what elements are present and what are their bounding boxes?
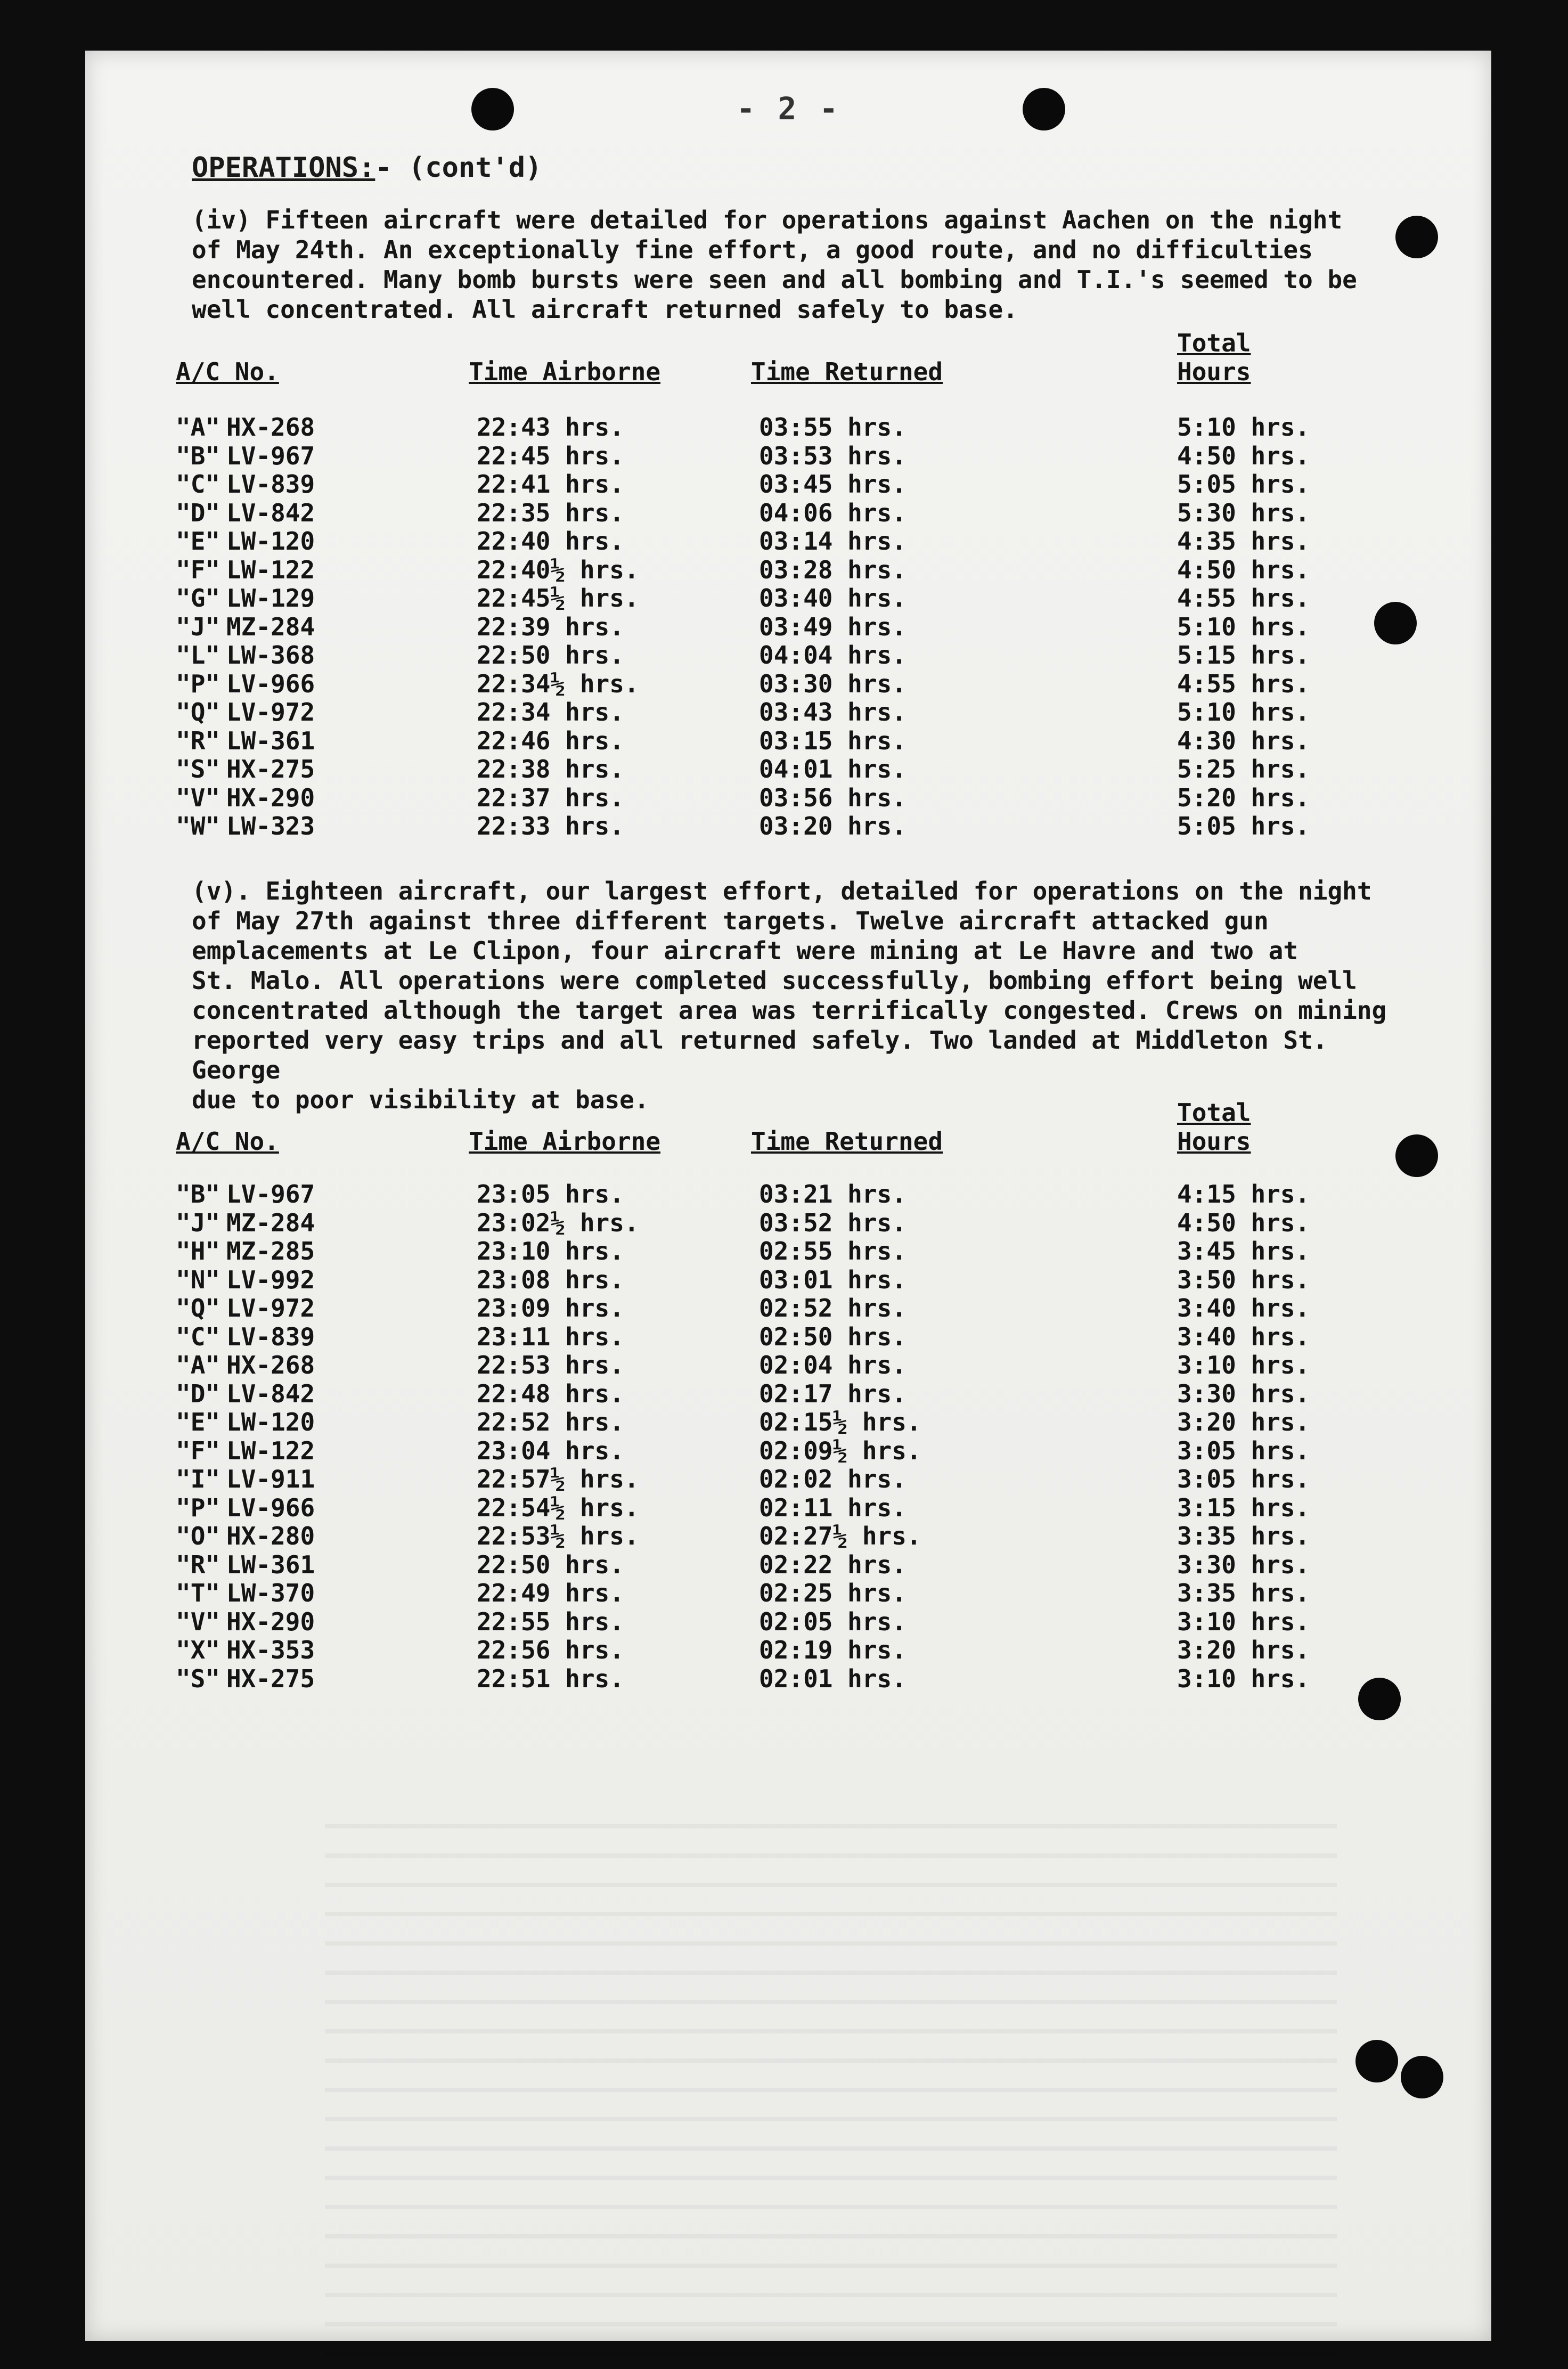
time-airborne: 22:38 hrs. (477, 755, 624, 783)
total-hours: 3:30 hrs. (1177, 1550, 1310, 1579)
table-row (176, 698, 1401, 726)
aircraft-serial: LW-120 (226, 527, 315, 556)
time-airborne: 22:39 hrs. (477, 612, 624, 641)
total-hours: 4:35 hrs. (1177, 527, 1310, 556)
aircraft-serial: HX-268 (226, 413, 315, 442)
table-row (176, 641, 1401, 669)
time-airborne: 22:49 hrs. (477, 1579, 624, 1607)
section-suffix: - (cont'd) (375, 152, 542, 184)
time-returned: 03:20 hrs. (759, 812, 907, 840)
aircraft-serial: LV-972 (226, 1294, 315, 1322)
paragraph-iv: (iv) Fifteen aircraft were detailed for operations against Aachen on the night of May 24th. An exceptionally fine effort, a good route, and no difficulties encountered. Many bomb bursts were seen and all bombing and T.I.'s seemed to be well concentrated. All aircraft returned safely to base. (192, 206, 1357, 324)
aircraft-letter: "I" (176, 1465, 220, 1493)
table-row (176, 1550, 1401, 1579)
time-returned: 02:01 hrs. (759, 1664, 907, 1693)
time-airborne: 22:34 hrs. (477, 698, 624, 726)
time-airborne: 23:08 hrs. (477, 1265, 624, 1294)
aircraft-serial: LW-370 (226, 1579, 315, 1607)
time-airborne: 23:09 hrs. (477, 1294, 624, 1322)
header-total-label: Total (1177, 329, 1251, 357)
table-row (176, 1579, 1401, 1607)
header-total-hours (1177, 1098, 1251, 1156)
table-row (176, 812, 1401, 840)
time-returned: 03:49 hrs. (759, 612, 907, 641)
aircraft-letter: "J" (176, 612, 220, 641)
header-ac-no: A/C No. (176, 357, 279, 386)
section-heading (192, 152, 542, 184)
table-row (176, 1465, 1401, 1493)
total-hours: 4:50 hrs. (1177, 1208, 1310, 1237)
aircraft-letter: "S" (176, 755, 220, 783)
punch-hole (1023, 88, 1065, 130)
table-row (176, 1607, 1401, 1636)
total-hours: 3:05 hrs. (1177, 1465, 1310, 1493)
table-body (176, 1180, 1401, 1693)
aircraft-letter: "R" (176, 1550, 220, 1579)
aircraft-letter: "A" (176, 1351, 220, 1379)
time-airborne: 22:46 hrs. (477, 726, 624, 755)
aircraft-serial: LV-842 (226, 1379, 315, 1408)
time-airborne: 23:05 hrs. (477, 1180, 624, 1208)
time-returned: 02:17 hrs. (759, 1379, 907, 1408)
total-hours: 4:55 hrs. (1177, 584, 1310, 612)
time-returned: 03:56 hrs. (759, 783, 907, 812)
time-airborne: 22:34½ hrs. (477, 669, 639, 698)
time-airborne: 22:50 hrs. (477, 1550, 624, 1579)
aircraft-serial: LV-972 (226, 698, 315, 726)
time-returned: 03:30 hrs. (759, 669, 907, 698)
time-returned: 04:01 hrs. (759, 755, 907, 783)
time-returned: 03:15 hrs. (759, 726, 907, 755)
table-row (176, 1208, 1401, 1237)
time-airborne: 22:50 hrs. (477, 641, 624, 669)
table-row (176, 527, 1401, 556)
table-row (176, 413, 1401, 442)
bleed-through-text (325, 1824, 1337, 2357)
aircraft-serial: HX-275 (226, 1664, 315, 1693)
section-title: OPERATIONS: (192, 152, 375, 184)
punch-hole (1374, 602, 1417, 644)
time-returned: 03:52 hrs. (759, 1208, 907, 1237)
total-hours: 5:10 hrs. (1177, 612, 1310, 641)
aircraft-letter: "A" (176, 413, 220, 442)
table-row (176, 1664, 1401, 1693)
table-row (176, 1351, 1401, 1379)
aircraft-letter: "J" (176, 1208, 220, 1237)
table-row (176, 1322, 1401, 1351)
table-row (176, 726, 1401, 755)
time-returned: 04:06 hrs. (759, 498, 907, 527)
aircraft-letter: "T" (176, 1579, 220, 1607)
aircraft-letter: "B" (176, 1180, 220, 1208)
time-airborne: 22:48 hrs. (477, 1379, 624, 1408)
total-hours: 4:15 hrs. (1177, 1180, 1310, 1208)
total-hours: 3:40 hrs. (1177, 1322, 1310, 1351)
table-row (176, 1294, 1401, 1322)
punch-hole (1395, 216, 1438, 258)
total-hours: 5:15 hrs. (1177, 641, 1310, 669)
total-hours: 4:50 hrs. (1177, 555, 1310, 584)
aircraft-serial: LW-122 (226, 1436, 315, 1465)
aircraft-serial: HX-353 (226, 1636, 315, 1664)
aircraft-letter: "F" (176, 1436, 220, 1465)
table-header (176, 325, 1401, 386)
header-time-airborne: Time Airborne (469, 1127, 661, 1156)
time-airborne: 22:56 hrs. (477, 1636, 624, 1664)
time-returned: 02:15½ hrs. (759, 1408, 921, 1436)
aircraft-serial: LV-966 (226, 669, 315, 698)
total-hours: 3:35 hrs. (1177, 1579, 1310, 1607)
time-returned: 02:27½ hrs. (759, 1522, 921, 1550)
document-page (85, 51, 1491, 2341)
aircraft-letter: "X" (176, 1636, 220, 1664)
table-row (176, 783, 1401, 812)
time-returned: 02:04 hrs. (759, 1351, 907, 1379)
header-ac-no: A/C No. (176, 1127, 279, 1156)
table-row (176, 1237, 1401, 1265)
aircraft-letter: "G" (176, 584, 220, 612)
total-hours: 5:30 hrs. (1177, 498, 1310, 527)
time-airborne: 22:35 hrs. (477, 498, 624, 527)
paragraph-v: (v). Eighteen aircraft, our largest effort, detailed for operations on the night of May 27th against three different targets. Twelve aircraft attacked gun emplacements at Le Clipon, four aircraft were mining at Le Havre and two at St. Malo. All operations were completed successfully, bombing effort being well concentrated although the target area was terrifically congested. Crews on mining reported very easy trips and all returned safely. Two landed at Middleton St. George due to poor visibility at base. (192, 877, 1387, 1114)
aircraft-serial: LW-368 (226, 641, 315, 669)
aircraft-serial: LV-967 (226, 1180, 315, 1208)
total-hours: 5:10 hrs. (1177, 698, 1310, 726)
table-v (176, 1094, 1401, 1693)
aircraft-serial: LV-966 (226, 1493, 315, 1522)
table-row (176, 442, 1401, 470)
aircraft-letter: "Q" (176, 698, 220, 726)
time-airborne: 22:52 hrs. (477, 1408, 624, 1436)
aircraft-serial: HX-290 (226, 783, 315, 812)
time-returned: 03:40 hrs. (759, 584, 907, 612)
aircraft-letter: "E" (176, 1408, 220, 1436)
punch-hole (1355, 2040, 1398, 2082)
aircraft-letter: "C" (176, 1322, 220, 1351)
total-hours: 3:10 hrs. (1177, 1607, 1310, 1636)
time-airborne: 22:53½ hrs. (477, 1522, 639, 1550)
time-returned: 02:09½ hrs. (759, 1436, 921, 1465)
total-hours: 5:20 hrs. (1177, 783, 1310, 812)
total-hours: 3:35 hrs. (1177, 1522, 1310, 1550)
table-row (176, 1493, 1401, 1522)
aircraft-serial: MZ-285 (226, 1237, 315, 1265)
table-row (176, 499, 1401, 527)
time-airborne: 22:33 hrs. (477, 812, 624, 840)
time-airborne: 22:40 hrs. (477, 527, 624, 556)
aircraft-serial: MZ-284 (226, 612, 315, 641)
time-returned: 02:22 hrs. (759, 1550, 907, 1579)
time-airborne: 22:43 hrs. (477, 413, 624, 442)
table-header (176, 1094, 1401, 1156)
punch-hole (1401, 2056, 1443, 2098)
time-airborne: 22:40½ hrs. (477, 555, 639, 584)
total-hours: 4:50 hrs. (1177, 441, 1310, 470)
aircraft-serial: LW-323 (226, 812, 315, 840)
time-returned: 03:01 hrs. (759, 1265, 907, 1294)
aircraft-serial: LV-911 (226, 1465, 315, 1493)
time-airborne: 22:37 hrs. (477, 783, 624, 812)
aircraft-letter: "D" (176, 498, 220, 527)
aircraft-serial: HX-290 (226, 1607, 315, 1636)
aircraft-serial: LW-361 (226, 726, 315, 755)
time-airborne: 22:45 hrs. (477, 441, 624, 470)
aircraft-letter: "P" (176, 1493, 220, 1522)
header-hours-label: Hours (1177, 357, 1251, 386)
time-returned: 02:55 hrs. (759, 1237, 907, 1265)
aircraft-letter: "S" (176, 1664, 220, 1693)
aircraft-letter: "V" (176, 1607, 220, 1636)
aircraft-serial: LV-839 (226, 1322, 315, 1351)
time-airborne: 22:57½ hrs. (477, 1465, 639, 1493)
total-hours: 4:55 hrs. (1177, 669, 1310, 698)
time-airborne: 23:04 hrs. (477, 1436, 624, 1465)
total-hours: 3:45 hrs. (1177, 1237, 1310, 1265)
aircraft-letter: "C" (176, 470, 220, 499)
total-hours: 3:50 hrs. (1177, 1265, 1310, 1294)
aircraft-serial: LW-129 (226, 584, 315, 612)
time-airborne: 22:51 hrs. (477, 1664, 624, 1693)
header-time-returned: Time Returned (751, 1127, 943, 1156)
time-airborne: 23:02½ hrs. (477, 1208, 639, 1237)
time-airborne: 23:10 hrs. (477, 1237, 624, 1265)
total-hours: 5:25 hrs. (1177, 755, 1310, 783)
header-total-label: Total (1177, 1098, 1251, 1127)
aircraft-letter: "R" (176, 726, 220, 755)
total-hours: 3:10 hrs. (1177, 1664, 1310, 1693)
table-row (176, 755, 1401, 783)
time-returned: 03:28 hrs. (759, 555, 907, 584)
table-row (176, 612, 1401, 641)
time-returned: 02:50 hrs. (759, 1322, 907, 1351)
aircraft-serial: LV-842 (226, 498, 315, 527)
aircraft-letter: "V" (176, 783, 220, 812)
aircraft-letter: "O" (176, 1522, 220, 1550)
time-returned: 02:11 hrs. (759, 1493, 907, 1522)
total-hours: 3:20 hrs. (1177, 1408, 1310, 1436)
aircraft-letter: "H" (176, 1237, 220, 1265)
header-hours-label: Hours (1177, 1127, 1251, 1156)
aircraft-serial: LV-992 (226, 1265, 315, 1294)
aircraft-serial: LW-122 (226, 555, 315, 584)
table-row (176, 1436, 1401, 1465)
aircraft-letter: "B" (176, 441, 220, 470)
aircraft-letter: "N" (176, 1265, 220, 1294)
time-returned: 03:55 hrs. (759, 413, 907, 442)
page-number: - 2 - (736, 91, 840, 127)
punch-hole (1395, 1134, 1438, 1177)
aircraft-serial: MZ-284 (226, 1208, 315, 1237)
header-time-returned: Time Returned (751, 357, 943, 386)
table-row (176, 1636, 1401, 1664)
header-time-airborne: Time Airborne (469, 357, 661, 386)
total-hours: 4:30 hrs. (1177, 726, 1310, 755)
table-row (176, 669, 1401, 698)
time-returned: 03:43 hrs. (759, 698, 907, 726)
time-airborne: 22:54½ hrs. (477, 1493, 639, 1522)
time-airborne: 22:55 hrs. (477, 1607, 624, 1636)
total-hours: 5:10 hrs. (1177, 413, 1310, 442)
aircraft-letter: "Q" (176, 1294, 220, 1322)
table-body (176, 413, 1401, 840)
table-row (176, 1180, 1401, 1208)
aircraft-letter: "P" (176, 669, 220, 698)
time-airborne: 22:41 hrs. (477, 470, 624, 499)
aircraft-letter: "L" (176, 641, 220, 669)
time-returned: 03:53 hrs. (759, 441, 907, 470)
time-returned: 02:25 hrs. (759, 1579, 907, 1607)
total-hours: 5:05 hrs. (1177, 812, 1310, 840)
table-row (176, 556, 1401, 584)
total-hours: 3:30 hrs. (1177, 1379, 1310, 1408)
total-hours: 5:05 hrs. (1177, 470, 1310, 499)
time-returned: 03:21 hrs. (759, 1180, 907, 1208)
time-returned: 02:05 hrs. (759, 1607, 907, 1636)
time-airborne: 22:45½ hrs. (477, 584, 639, 612)
aircraft-letter: "D" (176, 1379, 220, 1408)
total-hours: 3:40 hrs. (1177, 1294, 1310, 1322)
aircraft-letter: "F" (176, 555, 220, 584)
aircraft-serial: LW-361 (226, 1550, 315, 1579)
time-returned: 03:45 hrs. (759, 470, 907, 499)
aircraft-serial: LV-839 (226, 470, 315, 499)
total-hours: 3:05 hrs. (1177, 1436, 1310, 1465)
time-returned: 02:02 hrs. (759, 1465, 907, 1493)
total-hours: 3:20 hrs. (1177, 1636, 1310, 1664)
time-returned: 04:04 hrs. (759, 641, 907, 669)
time-returned: 02:19 hrs. (759, 1636, 907, 1664)
aircraft-letter: "W" (176, 812, 220, 840)
table-row (176, 584, 1401, 612)
table-row (176, 1265, 1401, 1294)
aircraft-serial: HX-280 (226, 1522, 315, 1550)
table-row (176, 1408, 1401, 1436)
aircraft-letter: "E" (176, 527, 220, 556)
time-airborne: 22:53 hrs. (477, 1351, 624, 1379)
total-hours: 3:15 hrs. (1177, 1493, 1310, 1522)
table-row (176, 1522, 1401, 1550)
time-airborne: 23:11 hrs. (477, 1322, 624, 1351)
punch-hole (471, 88, 514, 130)
aircraft-serial: LV-967 (226, 441, 315, 470)
aircraft-serial: HX-275 (226, 755, 315, 783)
aircraft-serial: HX-268 (226, 1351, 315, 1379)
time-returned: 03:14 hrs. (759, 527, 907, 556)
punch-hole (1358, 1678, 1401, 1720)
header-total-hours (1177, 329, 1251, 386)
total-hours: 3:10 hrs. (1177, 1351, 1310, 1379)
table-row (176, 470, 1401, 499)
aircraft-serial: LW-120 (226, 1408, 315, 1436)
table-row (176, 1379, 1401, 1408)
table-iv (176, 325, 1401, 840)
time-returned: 02:52 hrs. (759, 1294, 907, 1322)
